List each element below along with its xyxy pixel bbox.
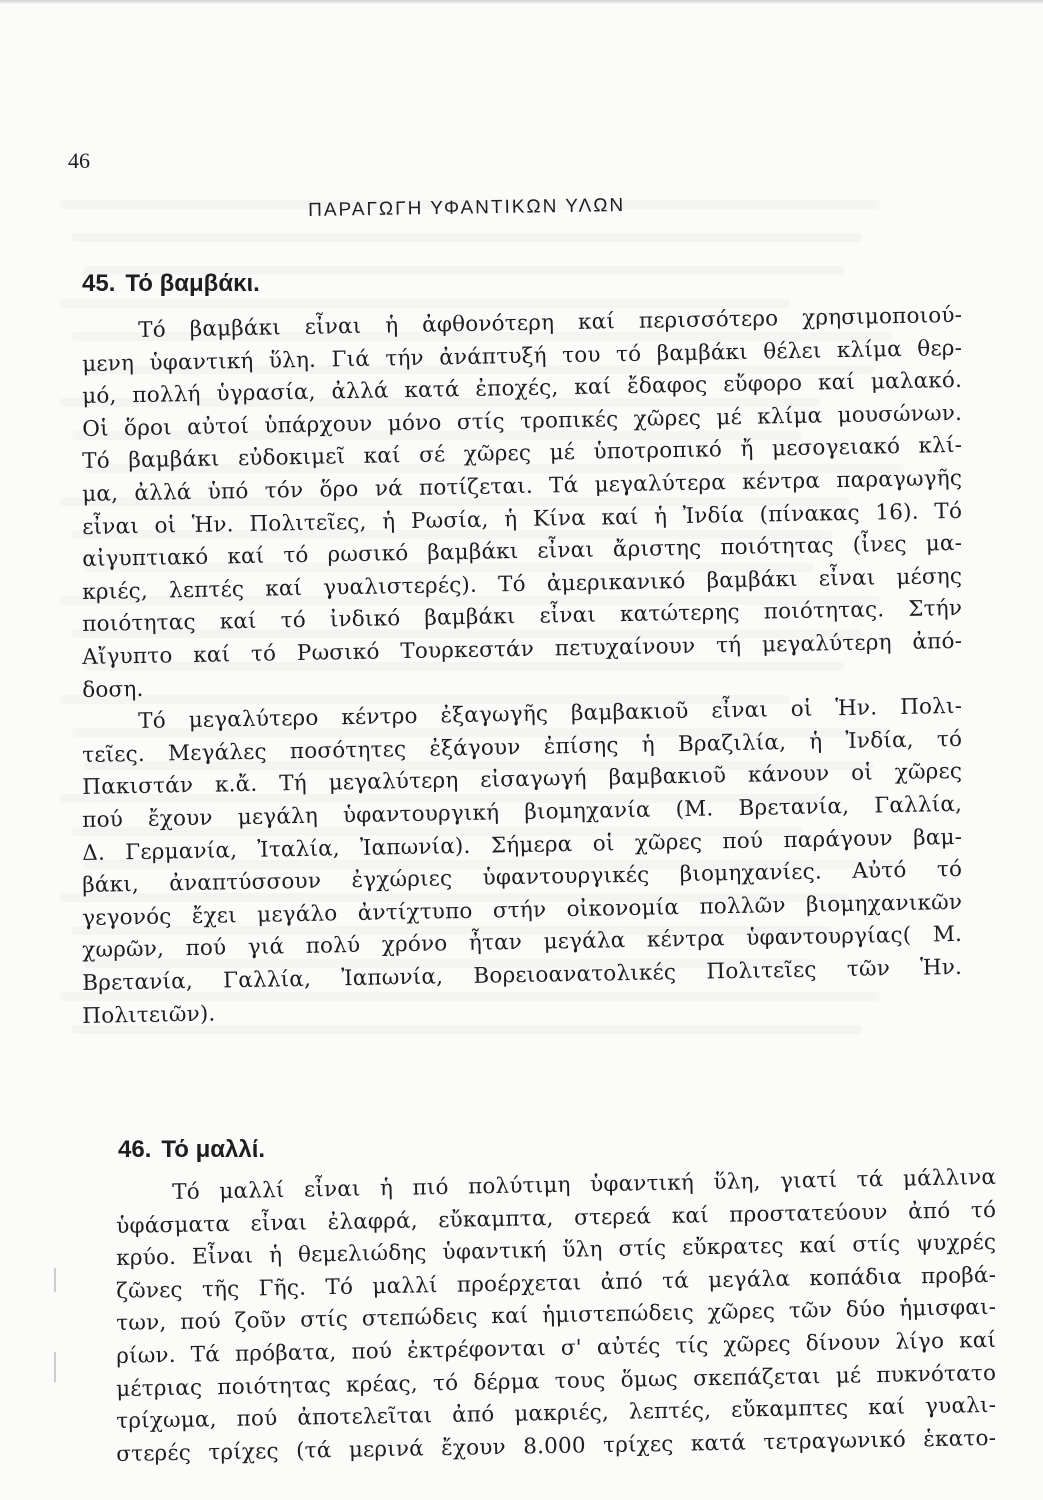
text-line: τρίχωμα, πού ἀποτελεῖται ἀπό μακριές, λεπτές, εὔκαμπτες καί γυαλι- [116, 1393, 997, 1435]
text-line: Πολιτειῶν). [82, 1001, 216, 1029]
show-through-line [72, 233, 862, 242]
text-line: χωρῶν, πού γιά πολύ χρόνο ἦταν μεγάλα κέντρα ὑφαντουργίας( Μ. [82, 922, 963, 964]
text-line: μενη ὑφαντική ὕλη. Γιά τήν ἀνάπτυξή του τό βαμβάκι θέλει κλίμα θερ- [82, 335, 963, 377]
margin-mark [54, 1352, 56, 1382]
section-title: Τό μαλλί. [161, 1136, 266, 1163]
text-line: ζῶνες τῆς Γῆς. Τό μαλλί προέρχεται ἀπό τά μεγάλα κοπάδια προβά- [116, 1262, 997, 1304]
margin-mark [54, 1268, 56, 1292]
text-line: αἰγυπτιακό καί τό ρωσικό βαμβάκι εἶναι ἄριστης ποιότητας (ἶνες μα- [82, 531, 963, 573]
text-line: των, πού ζοῦν στίς στεπώδεις καί ἡμιστεπώδεις χῶρες τῶν δύο ἡμισφαι- [116, 1295, 997, 1337]
text-line: βάκι, ἀναπτύσσουν ἐγχώριες ὑφαντουργικές βιομηχανίες. Αὐτό τό [82, 857, 963, 899]
text-line: μό, πολλή ὑγρασία, ἀλλά κατά ἐποχές, καί ἔδαφος εὔφορο καί μαλακό. [82, 368, 963, 410]
text-line: κρύο. Εἶναι ἡ θεμελιώδης ὑφαντική ὕλη στίς εὔκρατες καί στίς ψυχρές [116, 1230, 997, 1272]
text-line: γεγονός ἔχει μεγάλο ἀντίχτυπο στήν οἰκονομία πολλῶν βιομηχανικῶν [82, 889, 963, 931]
text-line: μα, ἀλλά ὑπό τόν ὅρο νά ποτίζεται. Τά μεγαλύτερα κέντρα παραγωγῆς [82, 465, 963, 507]
text-line: Τό μαλλί εἶναι ἡ πιό πολύτιμη ὑφαντική ὕλη, γιατί τά μάλλινα [172, 1164, 997, 1205]
section-heading-wool [118, 1136, 265, 1164]
section-heading-cotton [82, 270, 260, 298]
text-line: Τό μεγαλύτερο κέντρο ἐξαγωγῆς βαμβακιοῦ εἶναι οἱ Ἡν. Πολι- [138, 694, 963, 735]
section-title: Τό βαμβάκι. [125, 270, 260, 297]
text-line: τεῖες. Μεγάλες ποσότητες ἐξάγουν ἐπίσης ἡ Βραζιλία, ἡ Ἰνδία, τό [82, 726, 963, 768]
section-number: 46. [118, 1136, 152, 1163]
text-line: Βρετανία, Γαλλία, Ἰαπωνία, Βορειοανατολικές Πολιτεῖες τῶν Ἡν. [82, 954, 963, 996]
text-line: ποιότητας καί τό ἰνδικό βαμβάκι εἶναι κατώτερης ποιότητας. Στήν [82, 596, 963, 638]
page-number: 46 [68, 148, 90, 173]
text-line: στερές τρίχες (τά μερινά ἔχουν 8.000 τρίχες κατά τετραγωνικό ἑκατο- [116, 1425, 997, 1467]
text-line: Αἴγυπτο καί τό Ρωσικό Τουρκεστάν πετυχαίνουν τή μεγαλύτερη ἀπό- [82, 628, 963, 670]
chapter-title: ΠΑΡΑΓΩΓΗ ΥΦΑΝΤΙΚΩΝ ΥΛΩΝ [308, 195, 626, 221]
text-line: ρίων. Τά πρόβατα, πού ἐκτρέφονται σ' αὐτές τίς χῶρες δίνουν λίγο καί [116, 1327, 997, 1369]
section-number: 45. [82, 270, 116, 297]
text-line: Δ. Γερμανία, Ἰταλία, Ἰαπωνία). Σήμερα οἱ χῶρες πού παράγουν βαμ- [82, 824, 963, 866]
text-line: Πακιστάν κ.ἄ. Τή μεγαλύτερη εἰσαγωγή βαμβακιοῦ κάνουν οἱ χῶρες [82, 759, 963, 801]
text-line: Οἱ ὅροι αὐτοί ὑπάρχουν μόνο στίς τροπικές χῶρες μέ κλίμα μουσώνων. [82, 400, 963, 442]
text-line: μέτριας ποιότητας κρέας, τό δέρμα τους ὅμως σκεπάζεται μέ πυκνότατο [116, 1360, 997, 1402]
text-line: κριές, λεπτές καί γυαλιστερές). Τό ἀμερικανικό βαμβάκι εἶναι μέσης [82, 563, 963, 605]
text-line: Τό βαμβάκι εἶναι ἡ ἀφθονότερη καί περισσότερο χρησιμοποιού- [138, 302, 963, 343]
text-line: Τό βαμβάκι εὐδοκιμεῖ καί σέ χῶρες μέ ὑποτροπικό ἤ μεσογειακό κλί- [82, 433, 963, 475]
text-line: δοση. [82, 676, 144, 703]
text-line: ὑφάσματα εἶναι ἐλαφρά, εὔκαμπτα, στερεά καί προστατεύουν ἀπό τό [116, 1197, 997, 1239]
page-top-edge [0, 0, 1043, 4]
text-line: πού ἔχουν μεγάλη ὑφαντουργική βιομηχανία (Μ. Βρετανία, Γαλλία, [82, 791, 963, 833]
text-line: εἶναι οἱ Ἡν. Πολιτεῖες, ἡ Ρωσία, ἡ Κίνα καί ἡ Ἰνδία (πίνακας 16). Τό [82, 498, 963, 540]
